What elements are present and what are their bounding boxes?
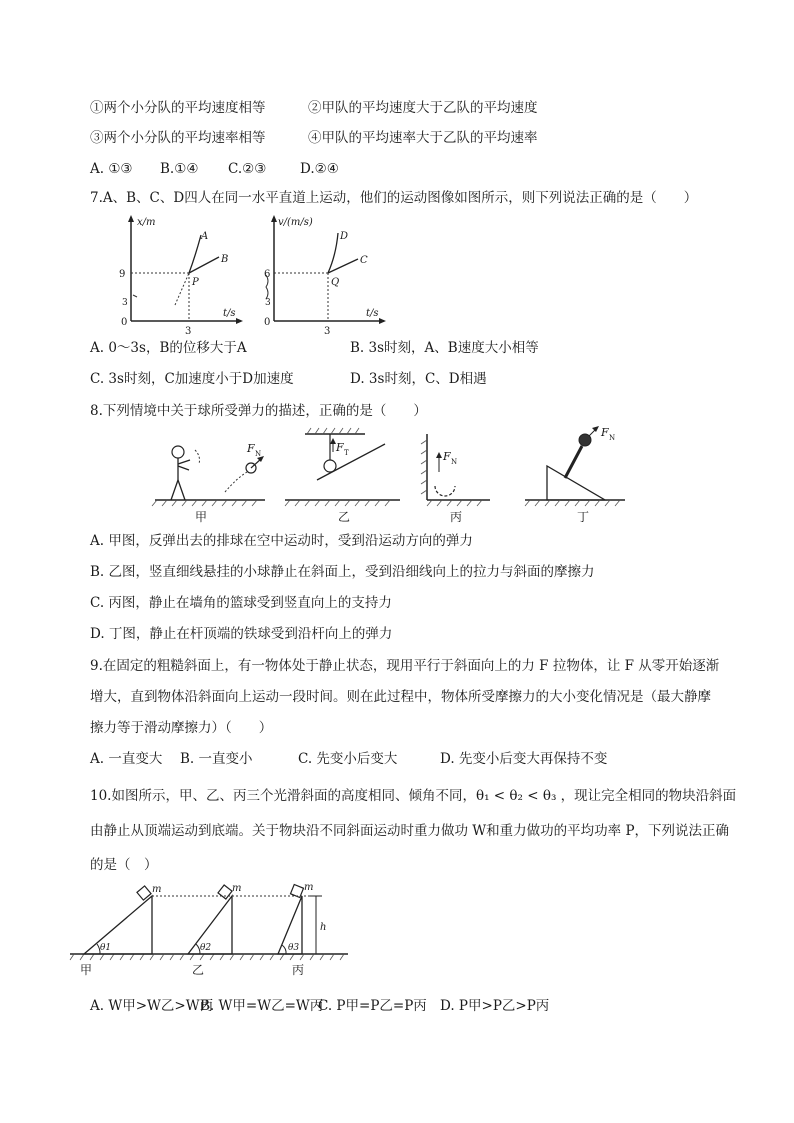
q8-option-b: B. 乙图，竖直细线悬挂的小球静止在斜面上，受到沿细线向上的拉力与斜面的摩擦力 xyxy=(90,564,595,580)
q7-g1-tick-3: 3 xyxy=(122,298,128,308)
q6-statement-3: ③两个小分队的平均速率相等 xyxy=(90,130,266,146)
q7-g1-label-a: A xyxy=(201,231,209,242)
q6-statement-1: ①两个小分队的平均速度相等 xyxy=(90,100,266,116)
q7-g2-tick-x3: 3 xyxy=(324,326,331,337)
q7-option-c: C. 3s时刻，C加速度小于D加速度 xyxy=(90,371,294,387)
q7-stem: 7.A、B、C、D四人在同一水平直道上运动，他们的运动图像如图所示，则下列说法正确的是（ ） xyxy=(90,190,698,206)
q6-option-d: D.②④ xyxy=(300,161,339,177)
q8-option-d: D. 丁图，静止在杆顶端的铁球受到沿杆向上的弹力 xyxy=(90,626,393,642)
q9-stem-line-3: 擦力等于滑动摩擦力）（ ） xyxy=(90,720,273,736)
q10-stem-line-2: 由静止从顶端运动到底端。关于物块沿不同斜面运动时重力做功 W和重力做功的平均功率 P，下列说法正确 xyxy=(90,823,730,839)
q7-g2-label-c: C xyxy=(360,255,368,266)
q7-option-b: B. 3s时刻，A、B速度大小相等 xyxy=(350,340,539,356)
q8-fig-jia xyxy=(152,442,265,506)
q10-mass-label-3: m xyxy=(304,882,314,893)
q7-g1-origin: 0 xyxy=(121,317,128,328)
q7-g1-tick-9: 9 xyxy=(119,269,126,280)
q6-option-a: A. ①③ xyxy=(90,161,133,177)
q10-height-label: h xyxy=(320,922,327,933)
q7-g1-tick-x3: 3 xyxy=(185,326,192,337)
q8-label-ding: 丁 xyxy=(577,510,590,524)
q7-option-d: D. 3s时刻，C、D相遇 xyxy=(350,371,487,387)
q7-g1-label-b: B xyxy=(221,254,229,265)
q10-mass-label-2: m xyxy=(232,883,242,894)
q6-option-c: C.②③ xyxy=(228,161,267,177)
q8-label-yi: 乙 xyxy=(338,510,351,524)
q10-stem-line-1: 10.如图所示，甲、乙、丙三个光滑斜面的高度相同、倾角不同，θ₁ < θ₂ < θ₃ ，现让完全相同的物块沿斜面 xyxy=(90,788,737,804)
q8-fig-bing xyxy=(421,434,490,506)
q7-g2-xlabel: t/s xyxy=(366,308,379,319)
q10-stem-line-3: 的是（ ） xyxy=(90,857,158,873)
q7-option-a: A. 0～3s，B的位移大于A xyxy=(90,340,247,356)
q8-label-jia: 甲 xyxy=(195,510,208,524)
q10-label-yi: 乙 xyxy=(192,963,205,977)
q10-option-c: C. P甲=P乙=P丙 xyxy=(318,998,427,1014)
q8-label-bing: 丙 xyxy=(450,510,463,524)
q8-yi-force-f: F xyxy=(336,441,344,454)
q9-option-d: D. 先变小后变大再保持不变 xyxy=(440,751,608,767)
q7-xt-graph xyxy=(115,215,245,337)
q8-jia-force-f: F xyxy=(247,442,255,455)
q7-g2-tick-6: 6 xyxy=(264,269,271,280)
q7-g2-label-d: D xyxy=(340,231,349,242)
q8-fig-yi xyxy=(285,428,400,506)
q9-option-c: C. 先变小后变大 xyxy=(298,751,398,767)
q8-yi-force-sub: T xyxy=(344,449,349,457)
q8-ding-force-sub: N xyxy=(609,434,616,442)
q9-stem-line-1: 9.在固定的粗糙斜面上，有一物体处于静止状态，现用平行于斜面向上的力 F 拉物体，让 F 从零开始逐渐 xyxy=(90,658,720,674)
q7-g2-label-q: Q xyxy=(331,277,340,288)
q7-g1-ylabel: x/m xyxy=(137,217,156,228)
q7-g2-ylabel: v/(m/s) xyxy=(278,217,313,228)
q10-label-bing: 丙 xyxy=(292,963,305,977)
q7-vt-graph xyxy=(258,215,388,337)
q8-bing-force-sub: N xyxy=(451,458,458,466)
q10-angle-2: θ2 xyxy=(200,943,212,953)
q6-option-b: B.①④ xyxy=(160,161,199,177)
q10-incline-figure xyxy=(70,882,350,982)
q7-g2-origin: 0 xyxy=(264,317,271,328)
q8-figures xyxy=(145,420,635,525)
q10-option-d: D. P甲>P乙>P丙 xyxy=(440,998,550,1014)
q8-option-c: C. 丙图，静止在墙角的篮球受到竖直向上的支持力 xyxy=(90,595,392,611)
q8-jia-force-sub: N xyxy=(255,450,262,458)
q10-option-a: A. W甲>W乙>W丙 xyxy=(90,998,214,1014)
q6-statement-2: ②甲队的平均速度大于乙队的平均速度 xyxy=(308,100,538,116)
q7-g2-tick-3: 3 xyxy=(265,298,271,308)
q9-option-b: B. 一直变小 xyxy=(180,751,253,767)
q10-mass-label-1: m xyxy=(152,884,162,895)
q8-option-a: A. 甲图，反弹出去的排球在空中运动时，受到沿运动方向的弹力 xyxy=(90,533,473,549)
q7-g1-xlabel: t/s xyxy=(223,308,236,319)
q10-option-b: B. W甲=W乙=W丙 xyxy=(200,998,324,1014)
q8-fig-ding xyxy=(525,426,625,506)
q10-label-jia: 甲 xyxy=(80,963,93,977)
q8-stem: 8.下列情境中关于球所受弹力的描述，正确的是（ ） xyxy=(90,403,427,419)
q8-ding-force-f: F xyxy=(601,426,609,439)
q7-g1-label-p: P xyxy=(192,277,199,288)
q10-angle-1: θ1 xyxy=(100,943,112,953)
q8-bing-force-f: F xyxy=(443,450,451,463)
q9-option-a: A. 一直变大 xyxy=(90,751,163,767)
q9-stem-line-2: 增大，直到物体沿斜面向上运动一段时间。则在此过程中，物体所受摩擦力的大小变化情况是（最大静摩 xyxy=(90,689,711,705)
q10-angle-3: θ3 xyxy=(288,943,300,953)
q6-statement-4: ④甲队的平均速率大于乙队的平均速率 xyxy=(308,130,538,146)
